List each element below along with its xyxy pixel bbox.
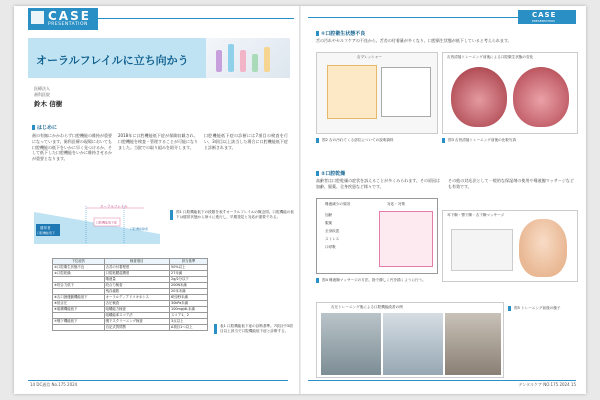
saliva-cause-table xyxy=(316,198,438,274)
table-cell: 自記式質問票 xyxy=(104,325,169,331)
footer-rule xyxy=(308,380,576,381)
table-cell: スコア1、2 xyxy=(170,313,208,319)
oral-frailty-diagram xyxy=(34,204,164,248)
table-cell: ②口腔乾燥 xyxy=(53,271,105,277)
product-tube-icon xyxy=(228,44,234,72)
table-cell: 20本未満 xyxy=(170,289,208,295)
page-gutter xyxy=(299,6,301,394)
table-cell: 27未満 xyxy=(170,271,208,277)
table-cell: 50%以上 xyxy=(170,265,208,271)
patient-photo-1 xyxy=(321,313,381,375)
table-cell: ①口腔衛生状態不良 xyxy=(53,265,105,271)
training-photos-figure xyxy=(316,302,504,378)
left-footer: 14 DC通信 No.175 2024 xyxy=(30,382,78,387)
figure2-caption: 図2 舌の汚れてくる部位についての説明資料 xyxy=(316,138,442,143)
table-cell: A項目1つ以上 xyxy=(170,325,208,331)
face-illustration xyxy=(519,219,567,277)
table-cell xyxy=(53,325,105,331)
patient-photo-2 xyxy=(383,313,443,375)
case-label: CASE xyxy=(532,11,557,19)
list-item: ストレス xyxy=(325,237,340,241)
product-tube-icon xyxy=(240,50,246,72)
decline-label: 口腔機能低下 xyxy=(37,231,56,235)
tongue-photo-after xyxy=(513,67,569,127)
healthy-label: 健常者 xyxy=(40,226,51,230)
section1-text: 舌の汚れやセルフケアの不良から、舌苔の付着量が多くなり、口腔衛生状態が低下していると考えられます。 xyxy=(316,38,512,43)
figure4-caption: 図4 唾液腺マッサージの方法。指で優しく円を描くように行う。 xyxy=(316,278,442,283)
table-title: 唾液減少の原因 xyxy=(325,202,351,206)
figure3-caption: 図3 舌苔清掃トレーニング前後の比較写真 xyxy=(442,138,578,143)
intro-text-col2: 2018年に口腔機能低下症が保険収載され、口腔機能を検査・管理することが可能になりました。当院での取り組みを紹介します。 xyxy=(118,133,198,150)
case-presentation-badge xyxy=(518,10,576,24)
list-item: 口呼吸 xyxy=(325,245,336,249)
list-item: 加齢 xyxy=(325,213,333,217)
table-cell: 咀嚼能力検査 xyxy=(104,307,169,313)
table-cell: 咀嚼能率スコア法 xyxy=(104,313,169,319)
header-rule xyxy=(98,18,294,19)
list-item: 服薬 xyxy=(325,221,333,225)
table-cell: ⑦嚥下機能低下 xyxy=(53,319,105,325)
tongue-illustration xyxy=(327,65,377,119)
list-item: 全身疾患 xyxy=(325,229,340,233)
table-cell: ③咬合力低下 xyxy=(53,283,105,289)
hypofunction-label: 口腔機能低下症 xyxy=(96,220,118,225)
table-cell: 舌苔の付着程度 xyxy=(104,265,169,271)
tongue-diagram xyxy=(381,67,431,117)
section-heading-intro: はじめに xyxy=(32,124,57,131)
author-block xyxy=(34,86,114,108)
case-sublabel: PRESENTATION xyxy=(532,19,555,23)
table-cell: ⑥咀嚼機能低下 xyxy=(53,307,105,313)
table-cell: 唾液量 xyxy=(104,277,169,283)
table-caption: 表1 口腔機能低下症の診断基準。7項目中3項目以上該当で口腔機能低下症と診断する。 xyxy=(214,324,294,334)
figure-title: 耳下腺・顎下腺・舌下腺マッサージ xyxy=(447,213,505,217)
section-heading-2: ②口腔乾燥 xyxy=(316,170,345,177)
table-cell: 咬合力検査 xyxy=(104,283,169,289)
table-header: 該当基準 xyxy=(170,259,208,265)
right-footer: デンタルケア NO.175 2024 15 xyxy=(518,382,576,387)
table-cell: 2g/2分以下 xyxy=(170,277,208,283)
section2-text: 高齢者は口腔乾燥の症状を訴えることが多くみられます。その原因は加齢、服薬、全身疾患など様々です。 xyxy=(316,178,440,189)
case-square-icon xyxy=(31,11,44,24)
table-cell: 残存歯数 xyxy=(104,289,169,295)
disorder-label: 口腔機能障害 xyxy=(130,227,149,231)
figure-title: 舌苔清掃トレーニング前後による口腔衛生状態の変化 xyxy=(447,55,534,59)
intro-text-col1: 歯の有無にかかわらず口腔機能の維持が重要になっています。歯科医療の現場においても口腔機能の低下をいかに早く見つけるか、そして低下した口腔機能をいかに維持させるかが重要となります。 xyxy=(32,133,112,162)
table-column-title: 対応・対策 xyxy=(387,202,405,206)
section2-text-b: その他の対応法として一般的な保湿剤の使用や唾液腺マッサージなども有効です。 xyxy=(448,178,574,189)
countermeasure-box xyxy=(379,211,433,267)
table-cell: 3点以上 xyxy=(170,319,208,325)
table-header: 検査項目 xyxy=(104,259,169,265)
footer-rule xyxy=(28,380,288,381)
product-photo xyxy=(206,38,290,78)
author-name: 鈴木 信樹 xyxy=(34,100,63,108)
table-header: 下位症状 xyxy=(53,259,105,265)
case-presentation-badge xyxy=(28,8,98,30)
product-tube-icon xyxy=(252,54,258,72)
diagram-caption: 図1 口腔機能低下の段階を表すオーラルフレイルの概念図。口腔機能の低下は健常状態から徐々に進行し、早期発見と対応が重要である。 xyxy=(170,210,294,220)
table-header-row xyxy=(53,259,208,265)
product-tube-icon xyxy=(216,50,222,72)
article-title: オーラルフレイルに立ち向かう xyxy=(36,54,189,67)
table-cell: 6回/秒未満 xyxy=(170,295,208,301)
table-cell: オーラルディアドコキネシス xyxy=(104,295,169,301)
right-page xyxy=(302,6,586,394)
table-cell: ④舌口唇運動機能低下 xyxy=(53,295,105,301)
figure-title: 舌プレッシャー xyxy=(357,55,382,59)
tongue-cleaning-figure xyxy=(442,52,578,134)
table-cell: 舌圧検査 xyxy=(104,301,169,307)
tongue-pressure-figure xyxy=(316,52,438,134)
author-affiliation: 医療法人 xyxy=(34,86,50,91)
table-cell: 200N未満 xyxy=(170,283,208,289)
left-page xyxy=(14,6,298,394)
frailty-label: オーラルフレイル xyxy=(100,204,128,209)
massage-figure xyxy=(442,210,578,282)
author-affiliation: 歯科医院 xyxy=(34,92,50,97)
case-sublabel: PRESENTATION xyxy=(48,22,88,27)
patient-photo-3 xyxy=(445,313,501,375)
magazine-spread xyxy=(14,6,586,394)
table-cell: 口腔粘膜湿潤度 xyxy=(104,271,169,277)
intro-text-col3: 口腔機能低下症の診断には7項目の検査を行い、3項目以上該当した場合に口腔機能低下症と診断されます。 xyxy=(204,133,288,150)
product-tube-icon xyxy=(264,47,270,72)
header-rule xyxy=(308,17,524,18)
diagnosis-table xyxy=(52,258,208,331)
tongue-photo-before xyxy=(451,67,507,127)
figure5-caption: 図5 トレーニング前後の様子 xyxy=(508,306,578,311)
table-row xyxy=(53,325,208,331)
table-cell: 30kPa未満 xyxy=(170,301,208,307)
figure-title: 舌圧トレーニング後による口腔機能改善の例 xyxy=(331,305,403,309)
table-cell: 嚥下スクリーニング検査 xyxy=(104,319,169,325)
table-cell: 100mg/dL未満 xyxy=(170,307,208,313)
massage-instructions xyxy=(451,229,513,271)
section-heading-1: ①口腔衛生状態不良 xyxy=(316,30,365,37)
table-cell: ⑤低舌圧 xyxy=(53,301,105,307)
case-label: CASE xyxy=(48,9,91,23)
table-row xyxy=(53,295,208,301)
